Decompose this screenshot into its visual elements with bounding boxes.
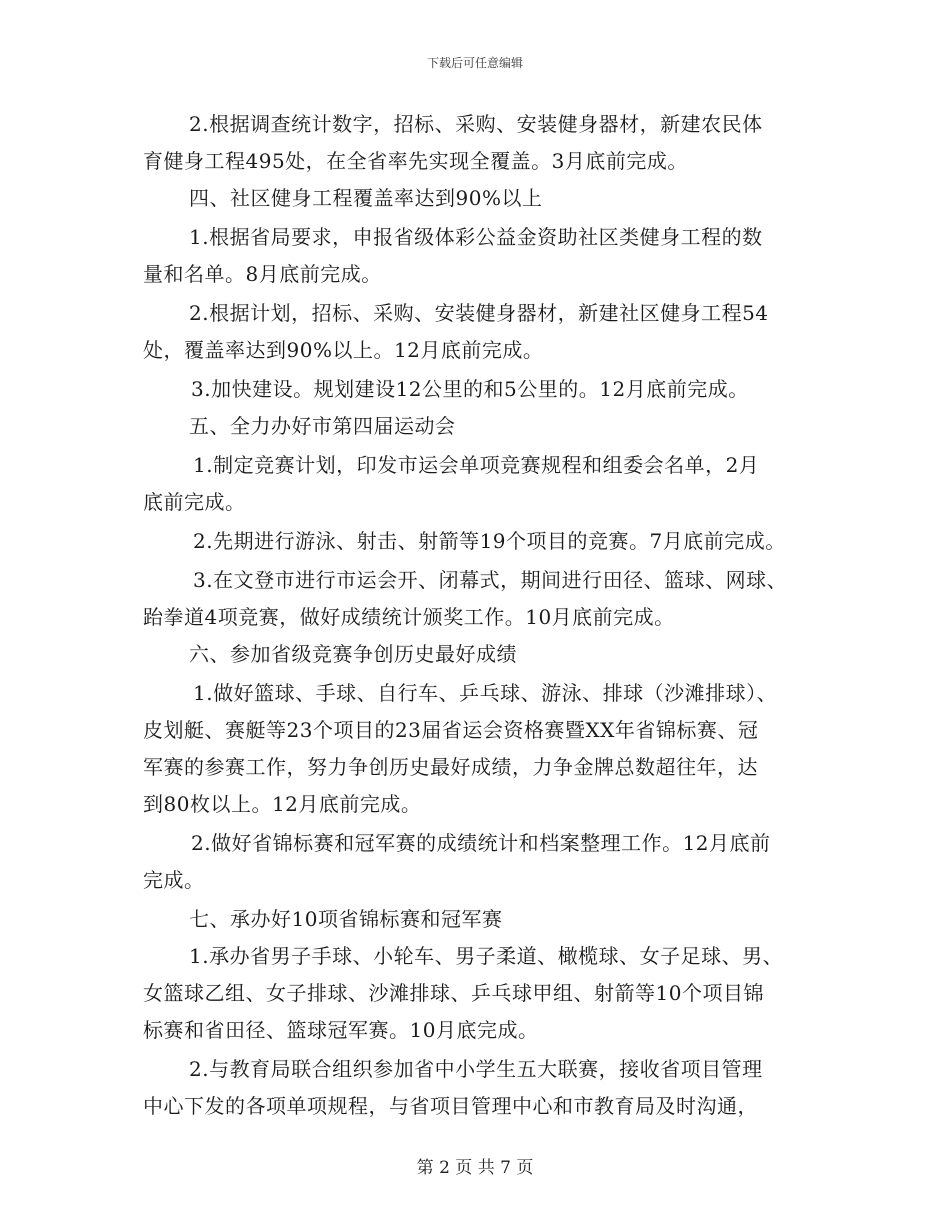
text-line: 完成。 bbox=[143, 868, 205, 892]
text-line: 1.承办省男子手球、小轮车、男子柔道、橄榄球、女子足球、男、 bbox=[189, 944, 784, 968]
text-line: 跆拳道4项竞赛，做好成绩统计颁奖工作。10月底前完成。 bbox=[143, 605, 675, 629]
text-line: 皮划艇、赛艇等23个项目的23届省运会资格赛暨XX年省锦标赛、冠 bbox=[143, 718, 759, 742]
text-line: 五、全力办好市第四届运动会 bbox=[189, 414, 456, 438]
text-line: 军赛的参赛工作，努力争创历史最好成绩，力争金牌总数超往年，达 bbox=[143, 755, 758, 779]
text-line: 1.制定竞赛计划，印发市运会单项竞赛规程和组委会名单，2月 bbox=[193, 453, 760, 477]
page-footer: 第 2 页 共 7 页 bbox=[416, 1158, 534, 1178]
page-header: 下载后可任意编辑 bbox=[426, 56, 523, 70]
text-line: 1.根据省局要求，申报省级体彩公益金资助社区类健身工程的数 bbox=[189, 225, 763, 249]
text-line: 处，覆盖率达到90%以上。12月底前完成。 bbox=[143, 338, 544, 362]
text-line: 女篮球乙组、女子排球、沙滩排球、乒乓球甲组、射箭等10个项目锦 bbox=[143, 981, 764, 1005]
text-line: 四、社区健身工程覆盖率达到90%以上 bbox=[189, 186, 543, 210]
text-line: 1.做好篮球、手球、自行车、乒乓球、游泳、排球（沙滩排球）、 bbox=[193, 681, 778, 705]
text-line: 2.做好省锦标赛和冠军赛的成绩统计和档案整理工作。12月底前 bbox=[191, 831, 771, 855]
text-line: 七、承办好10项省锦标赛和冠军赛 bbox=[189, 907, 503, 931]
text-line: 到80枚以上。12月底前完成。 bbox=[143, 792, 422, 816]
document-body bbox=[143, 106, 823, 1125]
text-line: 3.加快建设。规划建设12公里的和5公里的。12月底前完成。 bbox=[191, 377, 749, 401]
text-line: 3.在文登市进行市运会开、闭幕式，期间进行田径、篮球、网球、 bbox=[193, 568, 788, 592]
text-line: 2.根据计划，招标、采购、安装健身器材，新建社区健身工程54 bbox=[189, 301, 769, 325]
text-line: 2.与教育局联合组织参加省中小学生五大联赛，接收省项目管理 bbox=[189, 1057, 763, 1081]
text-line: 中心下发的各项单项规程，与省项目管理中心和市教育局及时沟通， bbox=[143, 1094, 758, 1118]
text-line: 六、参加省级竞赛争创历史最好成绩 bbox=[189, 642, 517, 666]
text-line: 量和名单。8月底前完成。 bbox=[143, 262, 382, 286]
text-line: 育健身工程495处，在全省率先实现全覆盖。3月底前完成。 bbox=[143, 149, 688, 173]
text-line: 2.根据调查统计数字，招标、采购、安装健身器材，新建农民体 bbox=[189, 112, 763, 136]
text-line: 底前完成。 bbox=[143, 490, 246, 514]
text-line: 标赛和省田径、篮球冠军赛。10月底完成。 bbox=[143, 1018, 539, 1042]
text-line: 2.先期进行游泳、射击、射箭等19个项目的竞赛。7月底前完成。 bbox=[193, 529, 786, 553]
